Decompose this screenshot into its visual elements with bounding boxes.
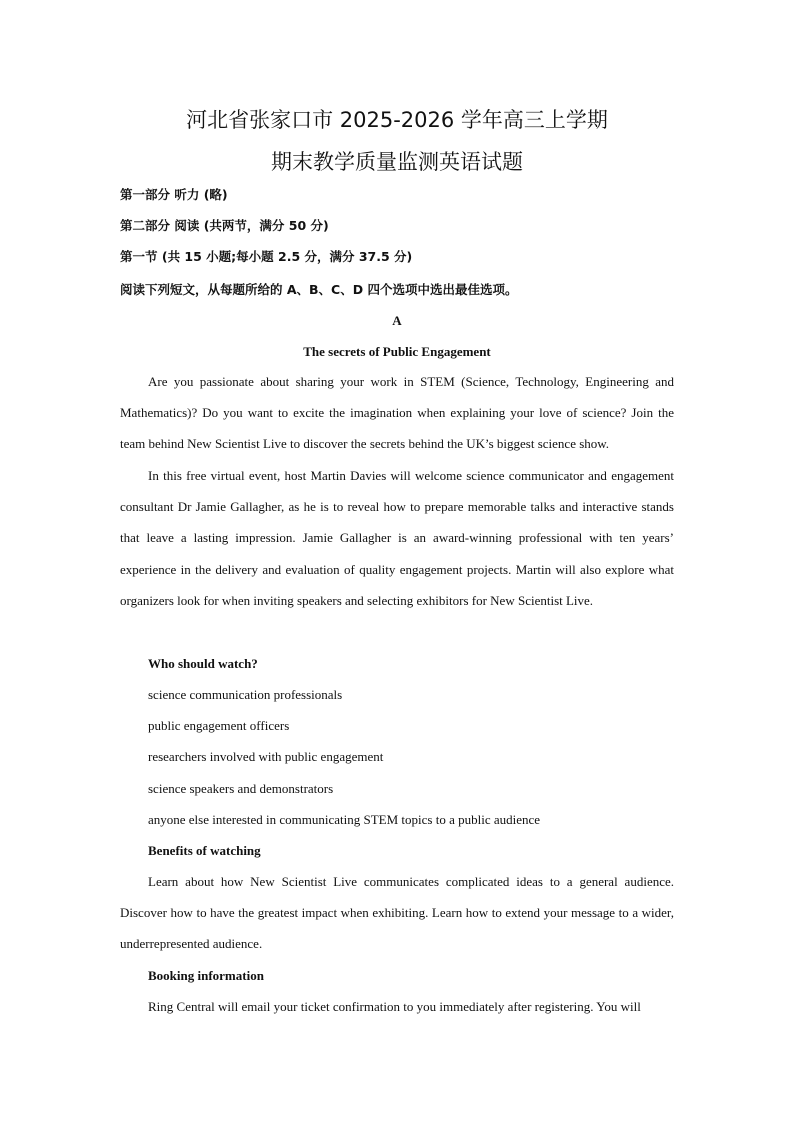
booking-heading: Booking information: [148, 968, 264, 983]
benefits-heading: Benefits of watching: [148, 843, 261, 858]
section-one-heading: 第一节 (共 15 小题;每小题 2.5 分，满分 37.5 分): [120, 249, 413, 264]
audience-item: public engagement officers: [148, 718, 290, 733]
passage-label: A: [392, 313, 402, 328]
audience-item: science communication professionals: [148, 687, 343, 702]
paragraph-1: Are you passionate about sharing your work in STEM (Science, Technology, Engineering and Mathematics)? Do you want to excite the imagination when explaining your love of science? Join the team behind New Scientist Live to discover the secrets behind the UK’s biggest science show.: [120, 374, 674, 452]
part-one-heading: 第一部分 听力 (略): [120, 187, 228, 202]
part-two-heading: 第二部分 阅读 (共两节，满分 50 分): [120, 218, 329, 233]
reading-instruction: 阅读下列短文，从每题所给的 A、B、C、D 四个选项中选出最佳选项。: [120, 282, 518, 297]
booking-paragraph: Ring Central will email your ticket confirmation to you immediately after registering. You will: [148, 999, 641, 1014]
audience-item: science speakers and demonstrators: [148, 781, 334, 796]
benefits-paragraph: Learn about how New Scientist Live communicates complicated ideas to a general audience. Discover how to have the greatest impact when exhibiting. Learn how to extend your message to a wider, underrepresented audience.: [120, 874, 674, 952]
audience-item: researchers involved with public engagement: [148, 749, 384, 764]
exam-title-line-1: 河北省张家口市 2025-2026 学年高三上学期: [186, 108, 608, 132]
exam-title-line-2: 期末教学质量监测英语试题: [271, 150, 523, 174]
paragraph-2: In this free virtual event, host Martin Davies will welcome science communicator and engagement consultant Dr Jamie Gallagher, as he is to reveal how to prepare memorable talks and interactive stands that leave a lasting impression. Jamie Gallagher is an award-winning professional with ten years’ experience in the delivery and evaluation of quality engagement projects. Martin will also explore what organizers look for when inviting speakers and selecting exhibitors for New Scientist Live.: [120, 468, 674, 608]
who-should-watch-heading: Who should watch?: [148, 656, 258, 671]
audience-item: anyone else interested in communicating STEM topics to a public audience: [148, 812, 541, 827]
passage-title: The secrets of Public Engagement: [303, 344, 491, 359]
